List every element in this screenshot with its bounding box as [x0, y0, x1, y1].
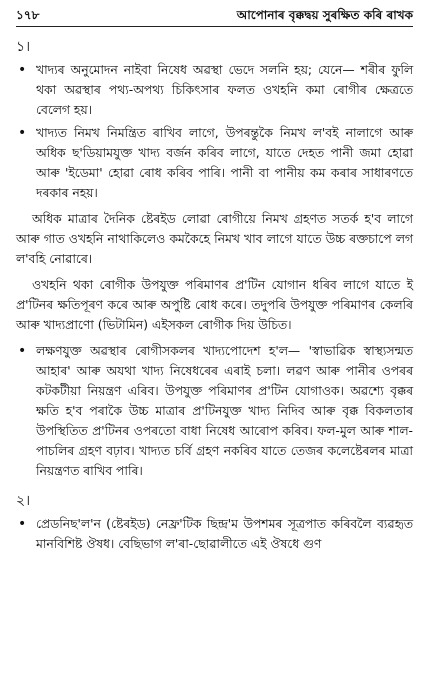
bullet-item [16, 60, 413, 120]
bullet-icon: • [18, 516, 27, 532]
bullet-text: খাদ্যত নিমখ নিমন্ত্ৰিত ৰাখিব লাগে, উপৰন্তুকৈ নিমখ ল'বই নালাগে আৰু অধিক ছ'ডিয়ামযুক্ত খাদ্য বৰ্জন কৰিব লাগে, যাতে দেহত পানী জমা হোৱা আৰু 'ইডেমা' হোৱা ৰোধ কৰিব পাৰি। পানী বা পানীয় কম কৰাৰ সাধাৰণতে দৰকাৰ নহয়। [36, 126, 413, 200]
section-number: ১। [16, 39, 31, 55]
page-number: ১৭৮ [16, 8, 40, 22]
bullet-text: খাদ্যৰ অনুমোদন নাইবা নিষেধ অৱস্থা ভেদে সলনি হয়; যেনে— শৰীৰ ফুলি থকা অৱস্থাৰ পথ্য-অপথ্য চিকিৎসাৰ ফলত ওখহনি কমা ৰোগীৰ ক্ষেত্ৰতে বেলেগ হয়। [36, 63, 413, 117]
running-title: আপোনাৰ বৃক্কদ্বয় সুৰক্ষিত কৰি ৰাখক [236, 8, 413, 22]
bullet-item [16, 123, 413, 203]
paragraph: ওখহনি থকা ৰোগীক উপযুক্ত পৰিমাণৰ প্ৰ'টিন যোগান ধৰিব লাগে যাতে ই প্ৰ'টিনৰ ক্ষতিপূৰণ কৰে আৰু অপুষ্টি ৰোধ কৰে। তদুপৰি উপযুক্ত পৰিমাণৰ কেলৰি আৰু খাদ্যপ্ৰাণো (ভিটামিন) এইসকল ৰোগীক দিয় উচিত। [16, 278, 413, 332]
bullet-item [16, 341, 413, 481]
bullet-icon: • [18, 125, 27, 141]
section-2 [16, 491, 413, 554]
paragraph: অধিক মাত্ৰাৰ দৈনিক ষ্টেৰইড লোৱা ৰোগীয়ে নিমখ গ্ৰহণত সতৰ্ক হ'ব লাগে আৰু গাত ওখহনি নাথাকিলেও কমকৈহে নিমখ খাব লাগে যাতে উচ্চ ৰক্তচাপে লগ ল'বহি নোৱাৰে। [16, 212, 413, 266]
page-header [16, 8, 413, 27]
bullet-icon: • [18, 343, 27, 359]
section-1 [16, 37, 413, 481]
bullet-text: লক্ষণযুক্ত অৱস্থাৰ ৰোগীসকলৰ খাদ্যপোদেশ হ'ল— 'স্বাভাৱিক স্বাস্থ্যসন্মত আহাৰ' আৰু অযথা খাদ্য নিষেধৰেৰ এৰাই চলা। লৱণ আৰু পানীৰ ওপৰৰ কটকটীয়া নিয়ন্ত্ৰণ এৰিব। উপযুক্ত পৰিমাণৰ প্ৰ'টিন যোগাওক। অৱশ্যে বৃক্কৰ ক্ষতি হ'ব পৰাকৈ উচ্চ মাত্ৰাৰ প্ৰ'টিনযুক্ত খাদ্য নিদিব আৰু বৃক্ক বিকলতাৰ উপস্থিতিত প্ৰ'টিনৰ ওপৰতো বাধা নিষেধ আৰোপ কৰিব। ফল-মুল আৰু শাল-পাচলিৰ গ্ৰহণ বঢ়াব। খাদ্যত চৰ্বি গ্ৰহণ নকৰিব যাতে তেজৰ কলেষ্টেৰলৰ মাত্ৰা নিয়ন্ত্ৰণত ৰাখিব পাৰি। [36, 344, 413, 478]
section-number: ২। [16, 493, 31, 509]
bullet-item [16, 514, 413, 554]
bullet-text: প্ৰেডনিছ'ল'ন (ষ্টেৰইড) নেফ্ৰ'টিক ছিন্দ্ৰ'ম উপশমৰ সূত্ৰপাত কৰিবলৈ ব্যৱহৃত মানবিশিষ্ট ঔষধ। বেছিভাগ ল'ৰা-ছোৱালীতে এই ঔষধে গুণ [36, 517, 413, 551]
bullet-icon: • [18, 62, 27, 78]
